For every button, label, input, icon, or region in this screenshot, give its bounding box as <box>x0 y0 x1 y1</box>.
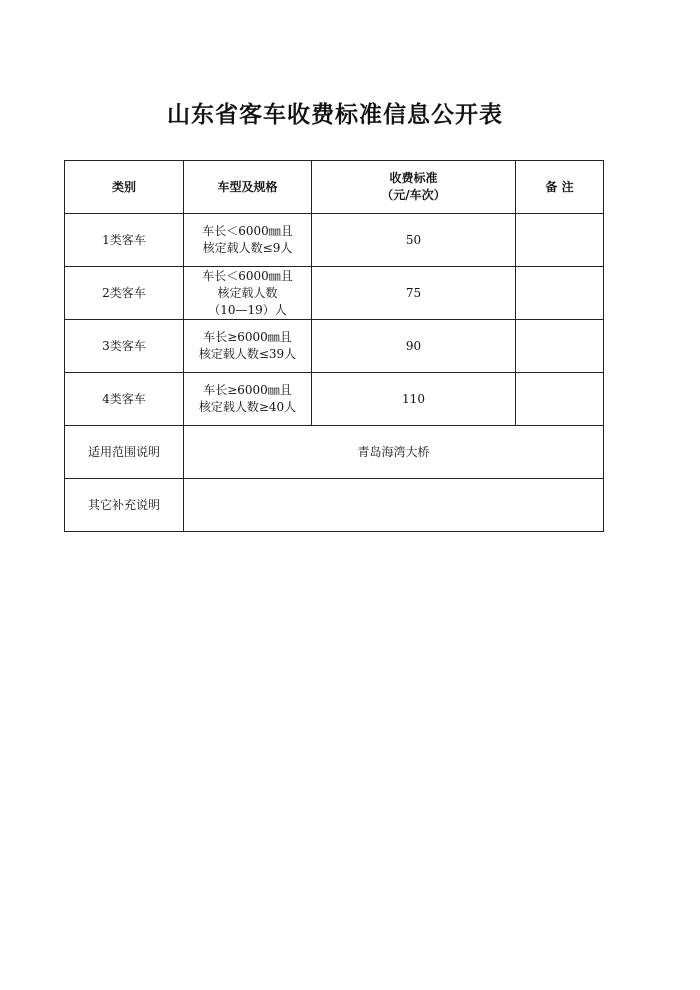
row-fee: 50 <box>312 214 516 267</box>
scope-row <box>65 426 604 479</box>
row-vehicle-spec <box>184 320 312 373</box>
header-fee-label: 收费标准 <box>389 171 438 185</box>
header-fee-standard <box>312 161 516 214</box>
header-category: 类别 <box>65 161 184 214</box>
header-fee-unit: （元/车次） <box>381 188 446 202</box>
row-fee: 75 <box>312 267 516 320</box>
row-fee: 110 <box>312 373 516 426</box>
row-vehicle-spec <box>184 373 312 426</box>
header-vehicle-spec: 车型及规格 <box>184 161 312 214</box>
row-remark <box>516 373 604 426</box>
spec-line: 车长≥6000㎜且 <box>203 330 292 344</box>
spec-line: 核定载人数≥40人 <box>198 400 297 414</box>
row-category: 3类客车 <box>65 320 184 373</box>
other-notes-value <box>184 479 604 532</box>
page-title: 山东省客车收费标准信息公开表 <box>167 101 503 128</box>
row-fee: 90 <box>312 320 516 373</box>
row-remark <box>516 320 604 373</box>
spec-line: 核定载人数 <box>217 285 278 300</box>
spec-line: 核定载人数≤39人 <box>198 347 297 361</box>
spec-line: 车长＜6000㎜且 <box>202 224 293 238</box>
table-row <box>65 214 604 267</box>
scope-label: 适用范围说明 <box>65 426 184 479</box>
table-row <box>65 267 604 320</box>
scope-value: 青岛海湾大桥 <box>184 426 604 479</box>
spec-line: 车长＜6000㎜且 <box>202 268 293 283</box>
row-category: 1类客车 <box>65 214 184 267</box>
row-vehicle-spec <box>184 267 312 320</box>
other-notes-row <box>65 479 604 532</box>
header-remarks: 备 注 <box>516 161 604 214</box>
row-category: 4类客车 <box>65 373 184 426</box>
other-notes-label: 其它补充说明 <box>65 479 184 532</box>
fee-standard-table <box>64 160 604 532</box>
spec-line: （10—19）人 <box>208 302 287 317</box>
spec-line: 车长≥6000㎜且 <box>203 383 292 397</box>
table-row <box>65 320 604 373</box>
spec-line: 核定载人数≤9人 <box>202 241 293 255</box>
table-row <box>65 373 604 426</box>
row-category: 2类客车 <box>65 267 184 320</box>
row-remark <box>516 267 604 320</box>
table-header-row <box>65 161 604 214</box>
row-remark <box>516 214 604 267</box>
row-vehicle-spec <box>184 214 312 267</box>
